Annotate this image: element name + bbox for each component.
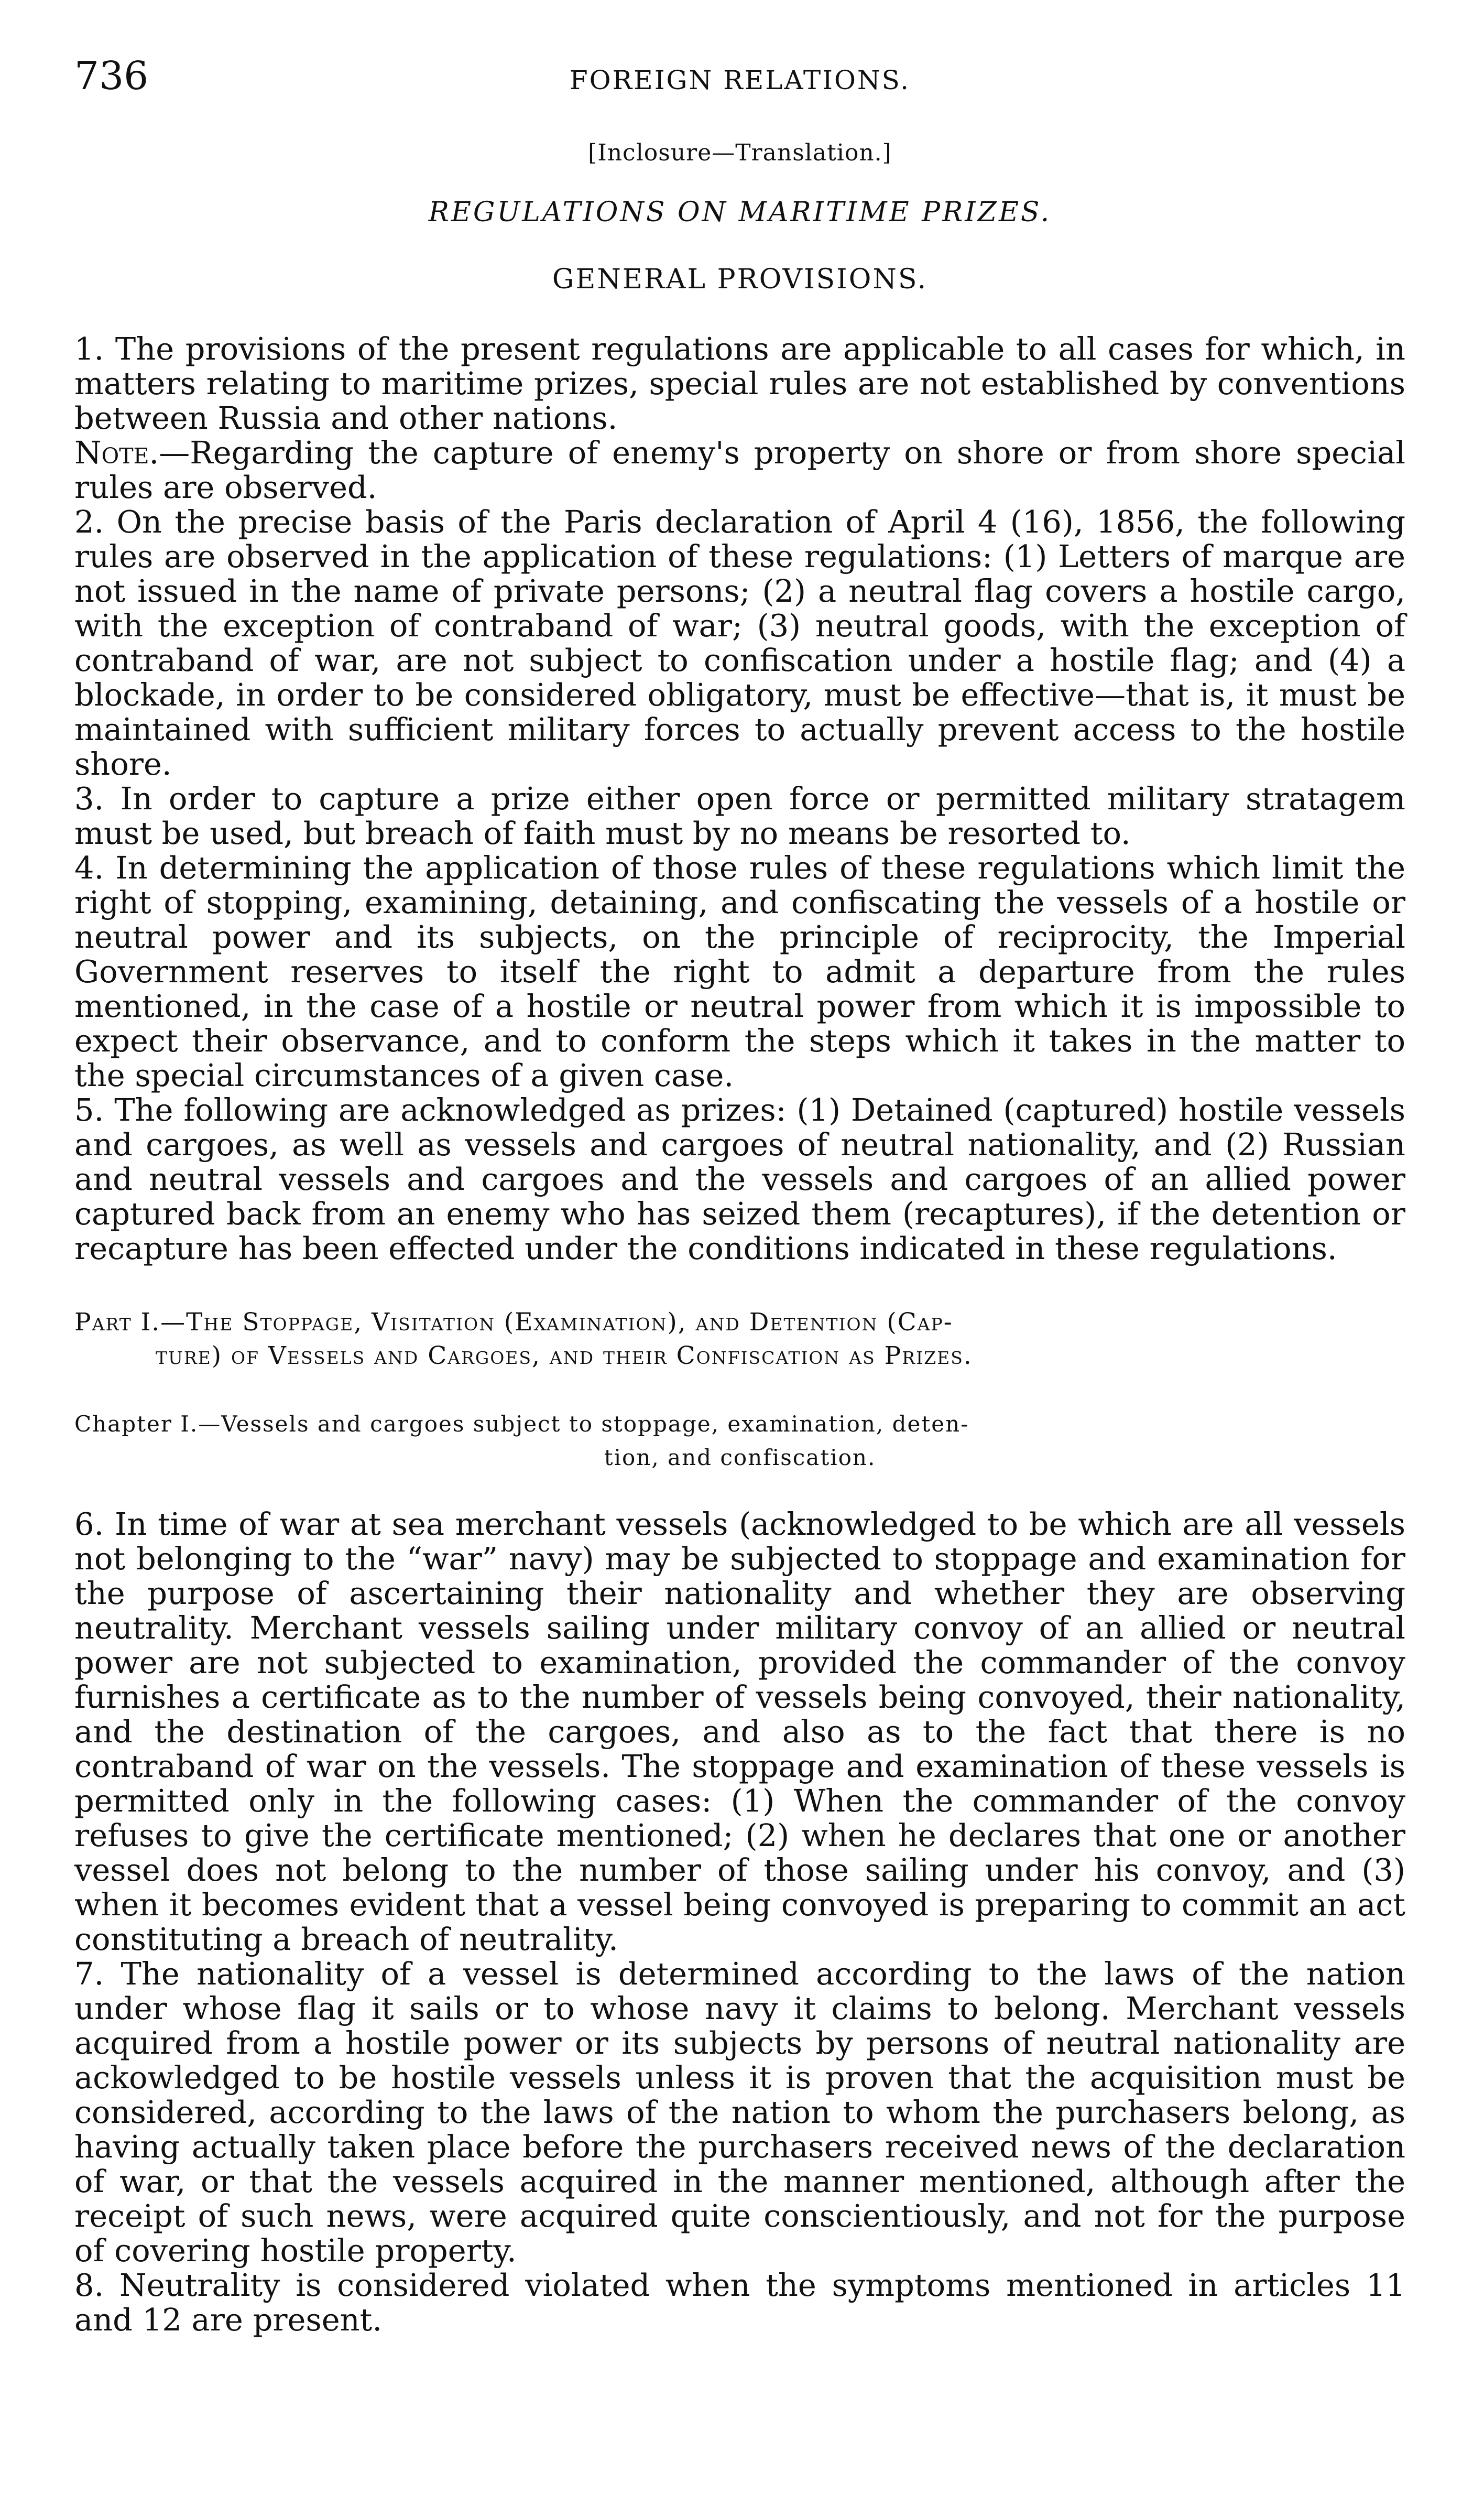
paragraph-7: 7. The nationality of a vessel is determined according to the laws of the nation under whose flag it sails or to whose navy it claims to belong. Merchant vessels acquired from a hostile power or its subjects by persons of neutral nationality are ackowledged to be hostile vessels unless it is proven that the acquisition must be considered, according to the laws of the nation to whom the purchasers belong, as having actually taken place before the purchasers received news of the declaration of war, or that the vessels acquired in the manner mentioned, although after the receipt of such news, were acquired quite conscientiously, and not for the purpose of covering hostile property. [74, 1956, 1405, 2269]
section-title: GENERAL PROVISIONS. [552, 264, 928, 295]
part-heading-line2: ture) of Vessels and Cargoes, and their Confiscation as Prizes. [156, 1341, 973, 1370]
note-paragraph [74, 436, 1405, 505]
paragraph-6: 6. In time of war at sea merchant vessels (acknowledged to be which are all vessels not belonging to the “war” navy) may be subjected to stoppage and examination for the purpose of ascertaining their nationality and whether they are observing neutrality. Merchant vessels sailing under military convoy of an allied or neutral power are not subjected to examination, provided the commander of the convoy furnishes a certificate as to the number of vessels being convoyed, their nationality, and the destination of the cargoes, and also as to the fact that there is no contraband of war on the vessels. The stoppage and examination of these vessels is permitted only in the following cases: (1) When the commander of the convoy refuses to give the certificate mentioned; (2) when he declares that one or another vessel does not belong to the number of those sailing under his convoy, and (3) when it becomes evident that a vessel being convoyed is preparing to commit an act constituting a breach of neutrality. [74, 1506, 1405, 1957]
inclosure-label: [Inclosure—Translation.] [588, 139, 892, 166]
document-page [74, 53, 1405, 2468]
page-header [74, 53, 1405, 120]
paragraph-4: 4. In determining the application of those rules of these regulations which limit the right of stopping, examining, detaining, and confiscating the vessels of a hostile or neutral power and its subjects, on the principle of reciprocity, the Imperial Government reserves to itself the right to admit a departure from the rules mentioned, in the case of a hostile or neutral power from which it is impossible to expect their observance, and to conform the steps which it takes in the matter to the special circumstances of a given case. [74, 850, 1405, 1093]
part-heading-line1: Part I.—The Stoppage, Visitation (Examination), and Detention (Cap- [74, 1308, 953, 1337]
page-number: 736 [74, 53, 149, 99]
chapter-heading-line1: Chapter I.—Vessels and cargoes subject to stoppage, examination, deten- [74, 1411, 969, 1437]
chapter-body [74, 1507, 1405, 2337]
paragraph-5: 5. The following are acknowledged as prizes: (1) Detained (captured) hostile vessels and cargoes, as well as vessels and cargoes of neutral nationality, and (2) Russian and neutral vessels and cargoes and the vessels and cargoes of an allied power captured back from an enemy who has seized them (recaptures), if the detention or recapture has been effected under the conditions indicated in these regulations. [74, 1092, 1405, 1266]
note-label: Note.— [74, 435, 190, 471]
paragraph-1: 1. The provisions of the present regulations are applicable to all cases for which, in matters relating to maritime prizes, special rules are not established by conventions between Russia and other nations. [74, 331, 1405, 436]
part-heading [74, 1306, 1405, 1373]
running-head: FOREIGN RELATIONS. [569, 65, 911, 95]
paragraph-8: 8. Neutrality is considered violated when the symptoms mentioned in articles 11 and 12 are present. [74, 2267, 1405, 2338]
paragraph-2: 2. On the precise basis of the Paris declaration of April 4 (16), 1856, the following rules are observed in the application of these regulations: (1) Letters of marque are not issued in the name of private persons; (2) a neutral flag covers a hostile cargo, with the exception of contraband of war; (3) neutral goods, with the exception of contraband of war, are not subject to confiscation under a hostile flag; and (4) a blockade, in order to be considered obligatory, must be effective—that is, it must be maintained with sufficient military forces to actually prevent access to the hostile shore. [74, 504, 1405, 782]
general-provisions-body [74, 332, 1405, 1266]
chapter-heading-line2: tion, and confiscation. [604, 1445, 876, 1470]
note-text: Regarding the capture of enemy's property on shore or from shore special rules are observed. [74, 435, 1405, 505]
paragraph-3: 3. In order to capture a prize either open force or permitted military stratagem must be used, but breach of faith must by no means be resorted to. [74, 780, 1405, 851]
chapter-heading [74, 1407, 1405, 1474]
document-title: REGULATIONS ON MARITIME PRIZES. [428, 197, 1052, 228]
